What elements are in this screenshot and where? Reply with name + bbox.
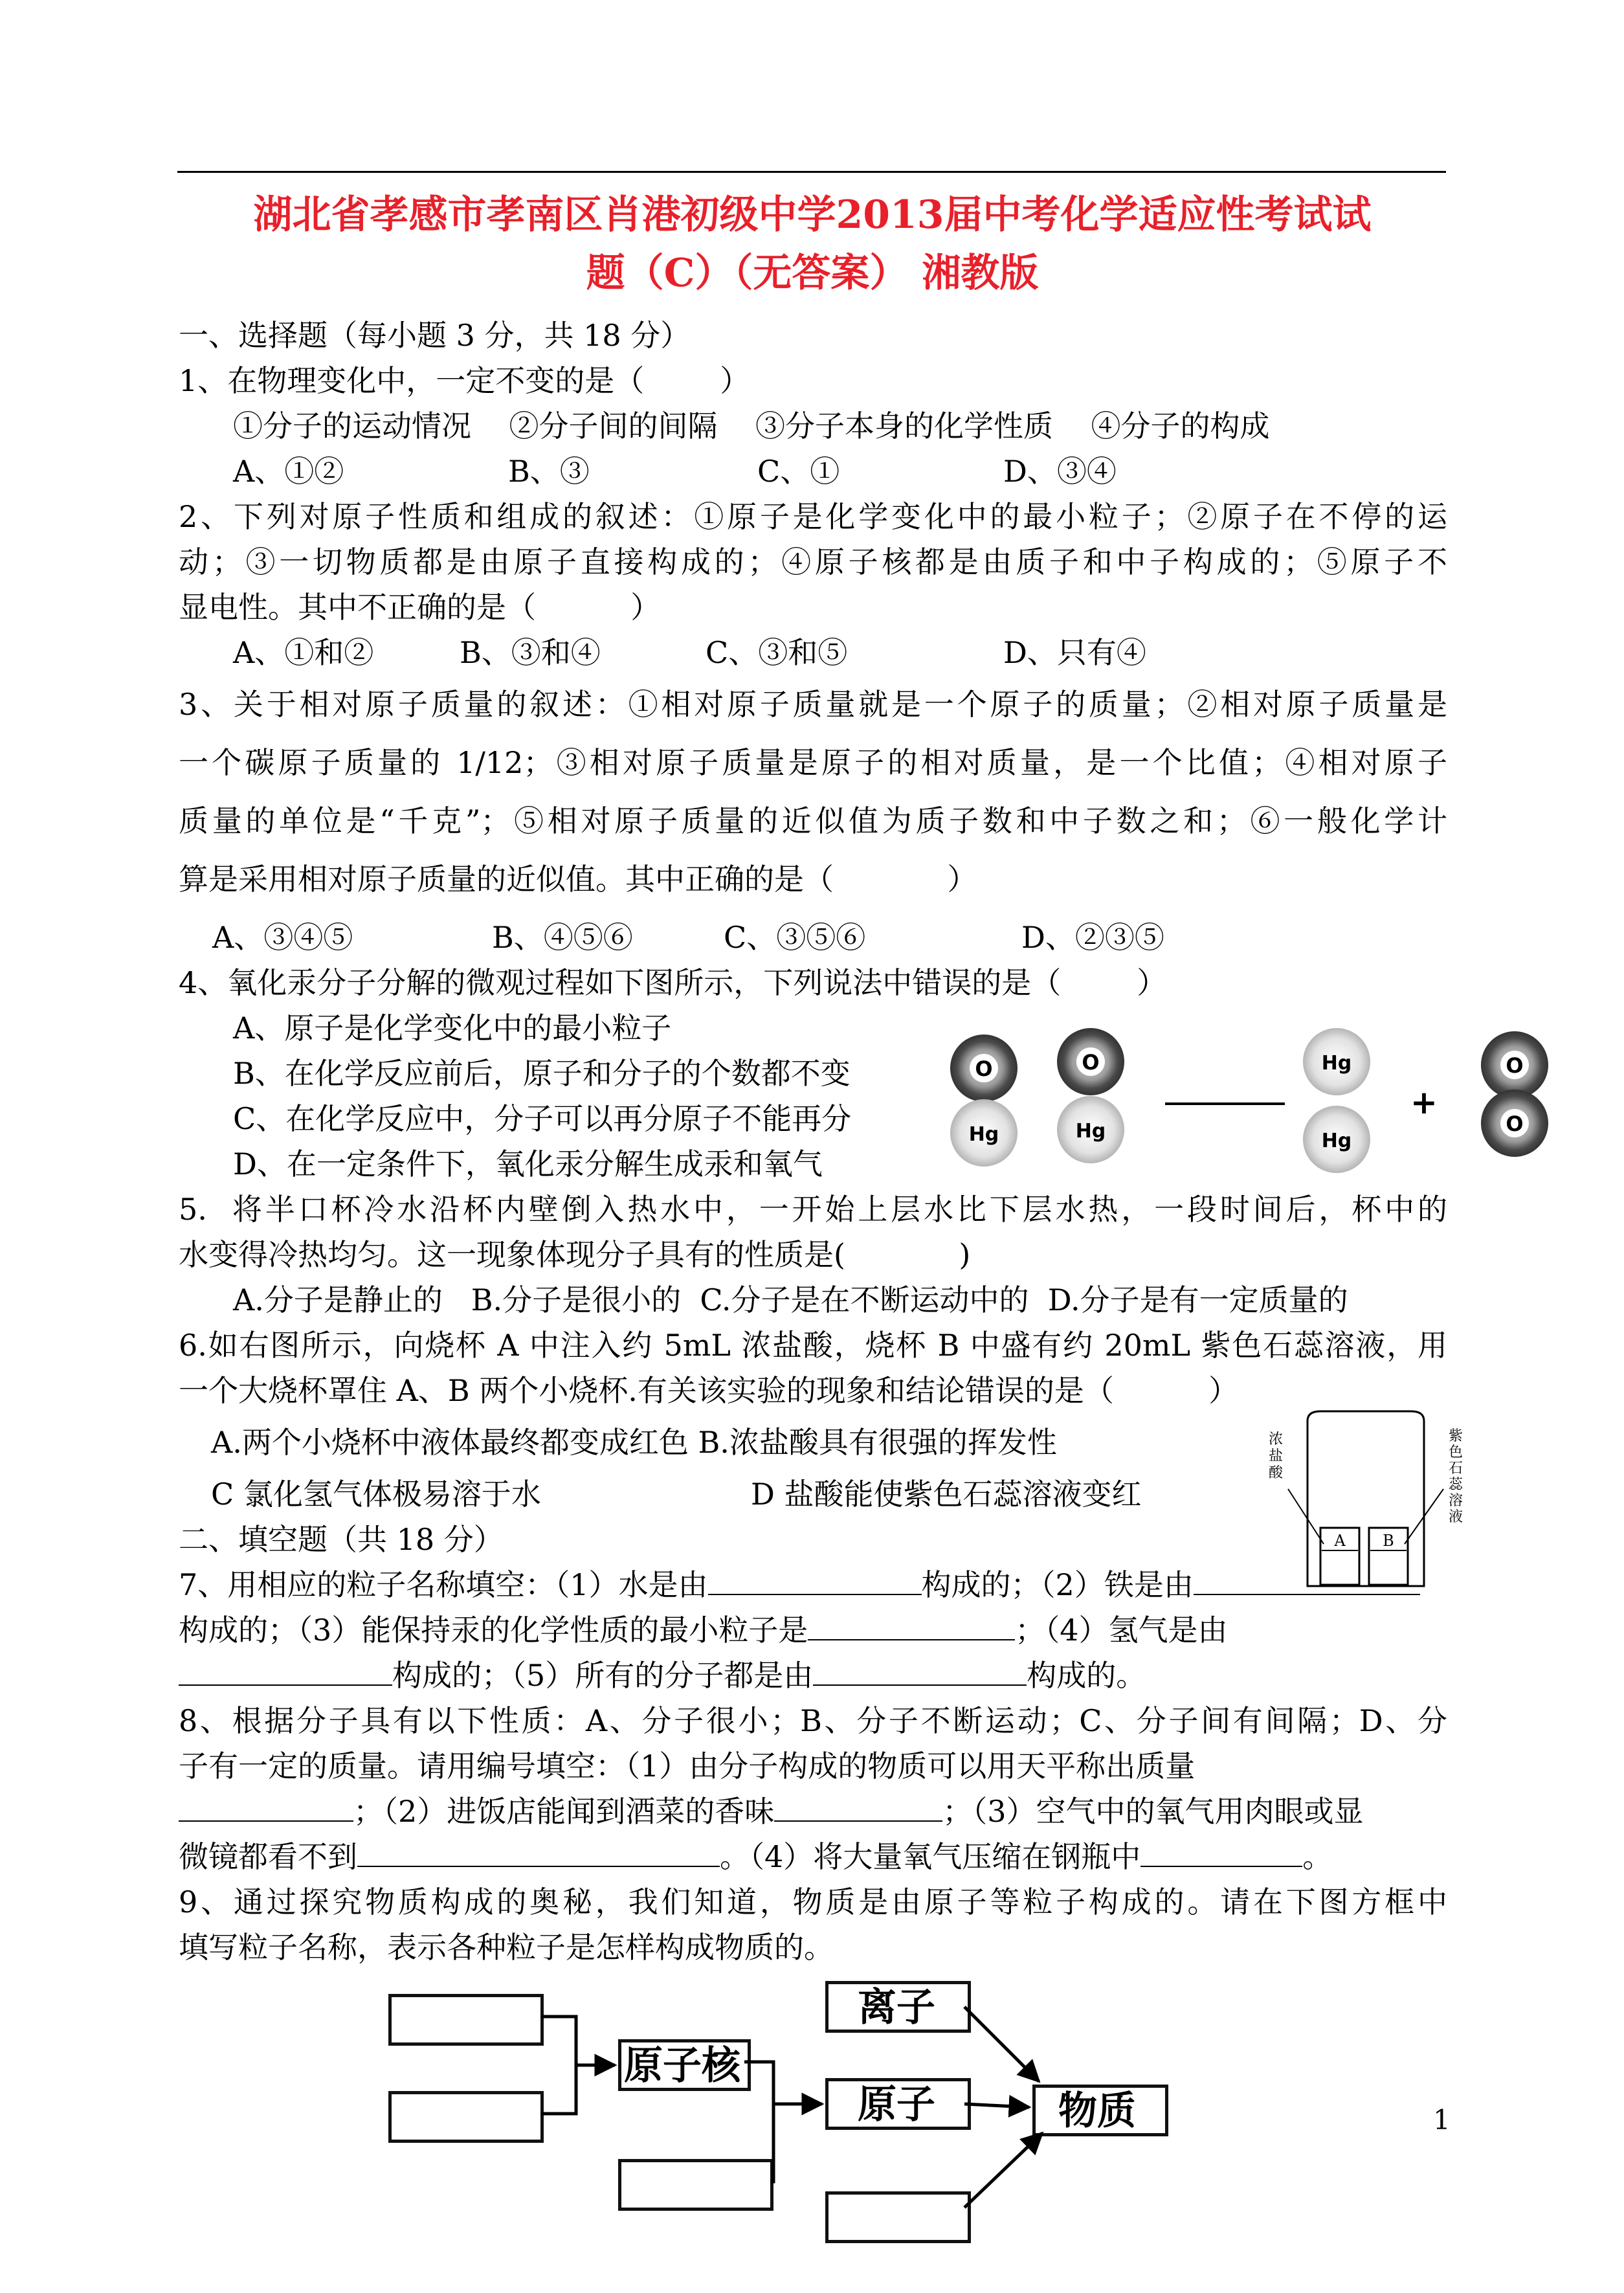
q8-line-2: 子有一定的质量。请用编号填空：（1）由分子构成的物质可以用天平称出质量: [179, 1749, 1196, 1784]
arrow-ion-to-matter: [964, 2007, 1039, 2081]
atom-label-o: O: [1506, 1112, 1524, 1136]
q7-text: 7、用相应的粒子名称填空：（1）水是由: [179, 1567, 708, 1602]
q7-text: 构成的；（5）所有的分子都是由: [392, 1658, 814, 1693]
q8-text: 。（4）将大量氧气压缩在钢瓶中: [720, 1839, 1141, 1874]
atom-label-o: O: [1082, 1050, 1100, 1075]
atom-label-o: O: [975, 1057, 993, 1081]
q2-option-c: C、③和⑤: [706, 635, 848, 670]
plus-sign: +: [1410, 1084, 1438, 1121]
label-char: 蕊: [1449, 1477, 1463, 1493]
label-char: 盐: [1269, 1448, 1284, 1464]
q6-options-ab: A.两个小烧杯中液体最终都变成红色 B.浓盐酸具有很强的挥发性: [211, 1425, 1057, 1460]
q4-option-b: B、在化学反应前后，原子和分子的个数都不变: [233, 1056, 851, 1091]
q5-line-1: 5. 将半口杯冷水沿杯内壁倒入热水中，一开始上层水比下层水热，一段时间后，杯中的: [179, 1192, 1447, 1227]
q5-options: A.分子是静止的 B.分子是很小的 C.分子是在不断运动中的 D.分子是有一定质量的: [233, 1282, 1348, 1317]
bracket-line: [540, 2017, 576, 2114]
section-1-heading: 一、选择题（每小题 3 分，共 18 分）: [179, 318, 691, 353]
q2-option-b: B、③和④: [460, 635, 601, 670]
title-line-2: 题（C）（无答案） 湘教版: [586, 251, 1039, 296]
q4-stem: 4、氧化汞分子分解的微观过程如下图所示，下列说法中错误的是（ ）: [179, 965, 1167, 1000]
label-char: 酸: [1269, 1465, 1284, 1481]
beaker-b-label: B: [1383, 1532, 1394, 1550]
box-nucleus-label: 原子核: [624, 2043, 740, 2088]
q1-stem: 1、在物理变化中，一定不变的是（ ）: [179, 363, 750, 398]
box-ion-label: 离子: [858, 1985, 935, 2030]
beaker-a-label: A: [1334, 1532, 1346, 1550]
atom-label-hg: Hg: [968, 1123, 999, 1146]
q3-line-3: 质量的单位是“千克”；⑤相对原子质量的近似值为质子数和中子数之和；⑥一般化学计: [179, 803, 1447, 838]
q8-text: ；（3）空气中的氧气用肉眼或显: [942, 1794, 1364, 1829]
q8-line-1: 8、根据分子具有以下性质：A、分子很小；B、分子不断运动；C、分子间有间隔；D、分: [179, 1703, 1447, 1738]
q6-option-d: D 盐酸能使紫色石蕊溶液变红: [751, 1477, 1142, 1512]
section-2-heading: 二、填空题（共 18 分）: [179, 1522, 504, 1557]
q3-option-b: B、④⑤⑥: [492, 920, 633, 955]
box-atom-label: 原子: [858, 2082, 935, 2127]
q9-line-1: 9、通过探究物质构成的奥秘，我们知道，物质是由原子等粒子构成的。请在下图方框中: [179, 1885, 1447, 1919]
label-char: 溶: [1449, 1493, 1463, 1509]
nucleus-bracket-line: [744, 2062, 773, 2182]
q1-items: ①分子的运动情况 ②分子间的间隔 ③分子本身的化学性质 ④分子的构成: [233, 408, 1270, 443]
atom-label-hg: Hg: [1075, 1120, 1106, 1143]
q3-line-1: 3、关于相对原子质量的叙述：①相对原子质量就是一个原子的质量；②相对原子质量是: [179, 687, 1447, 722]
q4-option-a: A、原子是化学变化中的最小粒子: [233, 1011, 672, 1046]
q3-line-2: 一个碳原子质量的 1/12；③相对原子质量是原子的相对质量，是一个比值；④相对原子: [179, 745, 1447, 780]
label-char: 紫: [1449, 1428, 1463, 1444]
q2-option-a: A、①和②: [233, 635, 374, 670]
title-line-1: 湖北省孝感市孝南区肖港初级中学2013届中考化学适应性考试试: [253, 192, 1372, 238]
label-char: 色: [1449, 1444, 1463, 1460]
q8-text: 。: [1302, 1839, 1333, 1874]
q2-line-3: 显电性。其中不正确的是（ ）: [179, 590, 661, 625]
q7-text: ；（4）氢气是由: [1015, 1613, 1228, 1648]
label-char: 浓: [1269, 1431, 1284, 1448]
q3-option-d: D、②③⑤: [1021, 920, 1164, 955]
q1-option-b: B、③: [508, 454, 590, 489]
q4-option-d: D、在一定条件下，氧化汞分解生成汞和氧气: [233, 1146, 823, 1181]
arrow-atom-to-matter: [964, 2104, 1029, 2107]
arrow-blank-to-matter: [964, 2133, 1042, 2208]
q1-option-d: D、③④: [1003, 454, 1117, 489]
atom-label-o: O: [1506, 1053, 1524, 1078]
q2-line-2: 动；③一切物质都是由原子直接构成的；④原子核都是由质子和中子构成的；⑤原子不: [179, 544, 1447, 579]
q3-line-4: 算是采用相对原子质量的近似值。其中正确的是（ ）: [179, 862, 977, 897]
q4-option-c: C、在化学反应中，分子可以再分原子不能再分: [233, 1101, 852, 1136]
q1-option-a: A、①②: [233, 454, 344, 489]
q6-line-2: 一个大烧杯罩住 A、B 两个小烧杯.有关该实验的现象和结论错误的是（ ）: [179, 1373, 1239, 1408]
page-number: 1: [1433, 2104, 1451, 2136]
q9-line-2: 填写粒子名称，表示各种粒子是怎样构成物质的。: [179, 1930, 834, 1965]
box-matter-label: 物质: [1058, 2088, 1136, 2134]
q3-option-a: A、③④⑤: [212, 920, 353, 955]
q6-option-c: C 氯化氢气体极易溶于水: [211, 1477, 541, 1512]
atom-label-hg: Hg: [1321, 1052, 1352, 1075]
q2-line-1: 2、下列对原子性质和组成的叙述：①原子是化学变化中的最小粒子；②原子在不停的运: [179, 499, 1447, 534]
q1-option-c: C、①: [757, 454, 840, 489]
q7-text: 构成的；（2）铁是由: [921, 1567, 1194, 1602]
q3-option-c: C、③⑤⑥: [724, 920, 866, 955]
q8-text: ；（2）进饭店能闻到酒菜的香味: [353, 1794, 775, 1829]
label-char: 石: [1449, 1460, 1463, 1477]
q6-line-1: 6.如右图所示，向烧杯 A 中注入约 5mL 浓盐酸，烧杯 B 中盛有约 20mL 紫色石蕊溶液，用: [179, 1328, 1447, 1363]
q5-line-2: 水变得冷热均匀。这一现象体现分子具有的性质是( ): [179, 1237, 971, 1272]
label-char: 液: [1449, 1509, 1463, 1525]
atom-label-hg: Hg: [1321, 1130, 1352, 1152]
q7-text: 构成的；（3）能保持汞的化学性质的最小粒子是: [179, 1613, 808, 1648]
q8-text: 微镜都看不到: [179, 1839, 357, 1874]
q7-text: 构成的。: [1027, 1658, 1146, 1693]
q2-option-d: D、只有④: [1003, 635, 1146, 670]
